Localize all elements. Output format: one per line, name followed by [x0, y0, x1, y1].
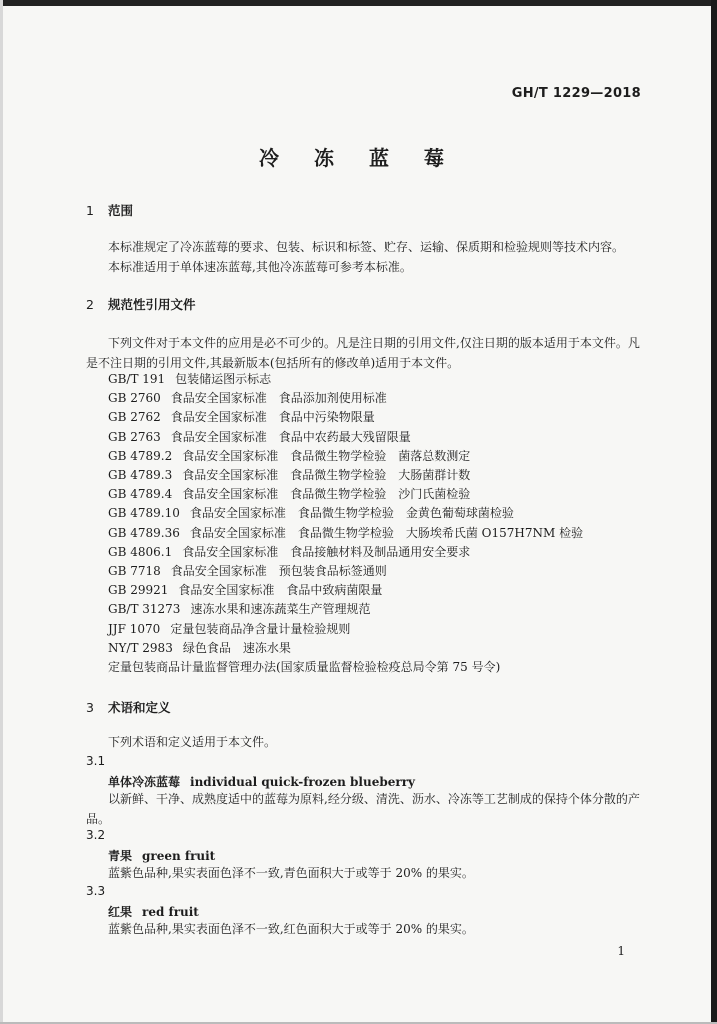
reference-item [108, 524, 583, 543]
section-heading-scope [86, 201, 133, 219]
reference-title: 定量包装商品计量监督管理办法(国家质量监督检验检疫总局令第 75 号令) [108, 660, 501, 675]
reference-item [108, 620, 583, 639]
section-number: 1 [86, 203, 94, 218]
reference-code: JJF 1070 [108, 621, 161, 636]
reference-code: GB/T 31273 [108, 602, 181, 617]
reference-code: GB 7718 [108, 564, 161, 579]
term-definition: 蓝紫色品种,果实表面色泽不一致,青色面积大于或等于 20% 的果实。 [108, 866, 474, 880]
reference-item [108, 504, 583, 523]
reference-code: GB 4806.1 [108, 544, 173, 559]
reference-item [108, 485, 583, 504]
scan-edge-top [0, 0, 717, 6]
term-number: 3.1 [86, 754, 106, 768]
section-heading-normative [86, 295, 196, 313]
scope-paragraph-2: 本标准适用于单体速冻蓝莓,其他冷冻蓝莓可参考本标准。 [108, 260, 412, 274]
reference-code: NY/T 2983 [108, 640, 173, 655]
term-english: red fruit [142, 905, 199, 919]
term-english: individual quick-frozen blueberry [190, 775, 415, 789]
reference-title: 食品安全国家标准 食品中农药最大残留限量 [170, 429, 411, 444]
reference-title: 食品安全国家标准 食品中致病菌限量 [178, 583, 383, 598]
document-title: 冷 冻 蓝 莓 [259, 146, 458, 170]
document-code: GH/T 1229—2018 [511, 86, 641, 101]
reference-item [108, 658, 583, 677]
reference-code: GB 4789.2 [108, 448, 173, 463]
reference-title: 食品安全国家标准 预包装食品标签通则 [170, 564, 387, 579]
reference-code: GB 4789.10 [108, 506, 180, 521]
reference-code: GB/T 191 [108, 372, 166, 386]
reference-item [108, 389, 583, 408]
section-title: 术语和定义 [108, 700, 171, 715]
reference-title: 食品安全国家标准 食品微生物学检验 大肠埃希氏菌 O157H7NM 检验 [189, 525, 584, 540]
reference-item [108, 600, 583, 619]
normative-intro: 下列文件对于本文件的应用是必不可少的。凡是注日期的引用文件,仅注日期的版本适用于本文件。凡是不注日期的引用文件,其最新版本(包括所有的修改单)适用于本文件。 [86, 336, 640, 370]
reference-code: GB 4789.3 [108, 468, 173, 483]
section-heading-terms [86, 698, 171, 716]
section-title: 范围 [108, 203, 134, 218]
reference-code: GB 4789.4 [108, 487, 173, 502]
reference-title: 定量包装商品净含量计量检验规则 [170, 621, 351, 636]
term-heading [108, 847, 215, 864]
reference-item [108, 562, 583, 581]
section-title: 规范性引用文件 [108, 297, 196, 312]
section-number: 3 [86, 700, 94, 715]
term-chinese: 青果 [108, 849, 133, 863]
reference-title: 包装储运图示标志 [175, 372, 272, 386]
reference-title: 食品安全国家标准 食品微生物学检验 大肠菌群计数 [182, 468, 471, 483]
term-chinese: 红果 [108, 905, 133, 919]
term-definition: 蓝紫色品种,果实表面色泽不一致,红色面积大于或等于 20% 的果实。 [108, 922, 474, 936]
page-number: 1 [617, 944, 625, 958]
term-heading [108, 773, 415, 790]
term-heading [108, 903, 199, 920]
reference-item [108, 581, 583, 600]
reference-code: GB 2763 [108, 429, 161, 444]
reference-title: 速冻水果和速冻蔬菜生产管理规范 [190, 602, 371, 617]
reference-item [108, 543, 583, 562]
section-number: 2 [86, 297, 94, 312]
scope-paragraph-1: 本标准规定了冷冻蓝莓的要求、包装、标识和标签、贮存、运输、保质期和检验规则等技术内容。 [108, 240, 625, 254]
reference-title: 绿色食品 速冻水果 [182, 640, 291, 655]
reference-item [108, 428, 583, 447]
reference-item [108, 447, 583, 466]
terms-intro: 下列术语和定义适用于本文件。 [108, 735, 277, 749]
term-number: 3.2 [86, 828, 106, 842]
reference-item [108, 370, 583, 389]
term-number: 3.3 [86, 884, 106, 898]
term-chinese: 单体冷冻蓝莓 [108, 775, 181, 789]
reference-title: 食品安全国家标准 食品中污染物限量 [170, 410, 375, 425]
term-english: green fruit [142, 849, 216, 863]
reference-code: GB 2760 [108, 391, 161, 406]
reference-code: GB 2762 [108, 410, 161, 425]
term-definition: 以新鲜、干净、成熟度适中的蓝莓为原料,经分级、清洗、沥水、冷冻等工艺制成的保持个体分散的产品。 [86, 792, 640, 826]
reference-title: 食品安全国家标准 食品微生物学检验 菌落总数测定 [182, 448, 471, 463]
reference-item [108, 408, 583, 427]
reference-item [108, 466, 583, 485]
reference-item [108, 639, 583, 658]
reference-title: 食品安全国家标准 食品微生物学检验 金黄色葡萄球菌检验 [189, 506, 514, 521]
reference-list [108, 370, 583, 677]
reference-code: GB 29921 [108, 583, 169, 598]
reference-title: 食品安全国家标准 食品接触材料及制品通用安全要求 [182, 544, 471, 559]
reference-title: 食品安全国家标准 食品微生物学检验 沙门氏菌检验 [182, 487, 471, 502]
reference-code: GB 4789.36 [108, 525, 180, 540]
reference-title: 食品安全国家标准 食品添加剂使用标准 [170, 391, 387, 406]
